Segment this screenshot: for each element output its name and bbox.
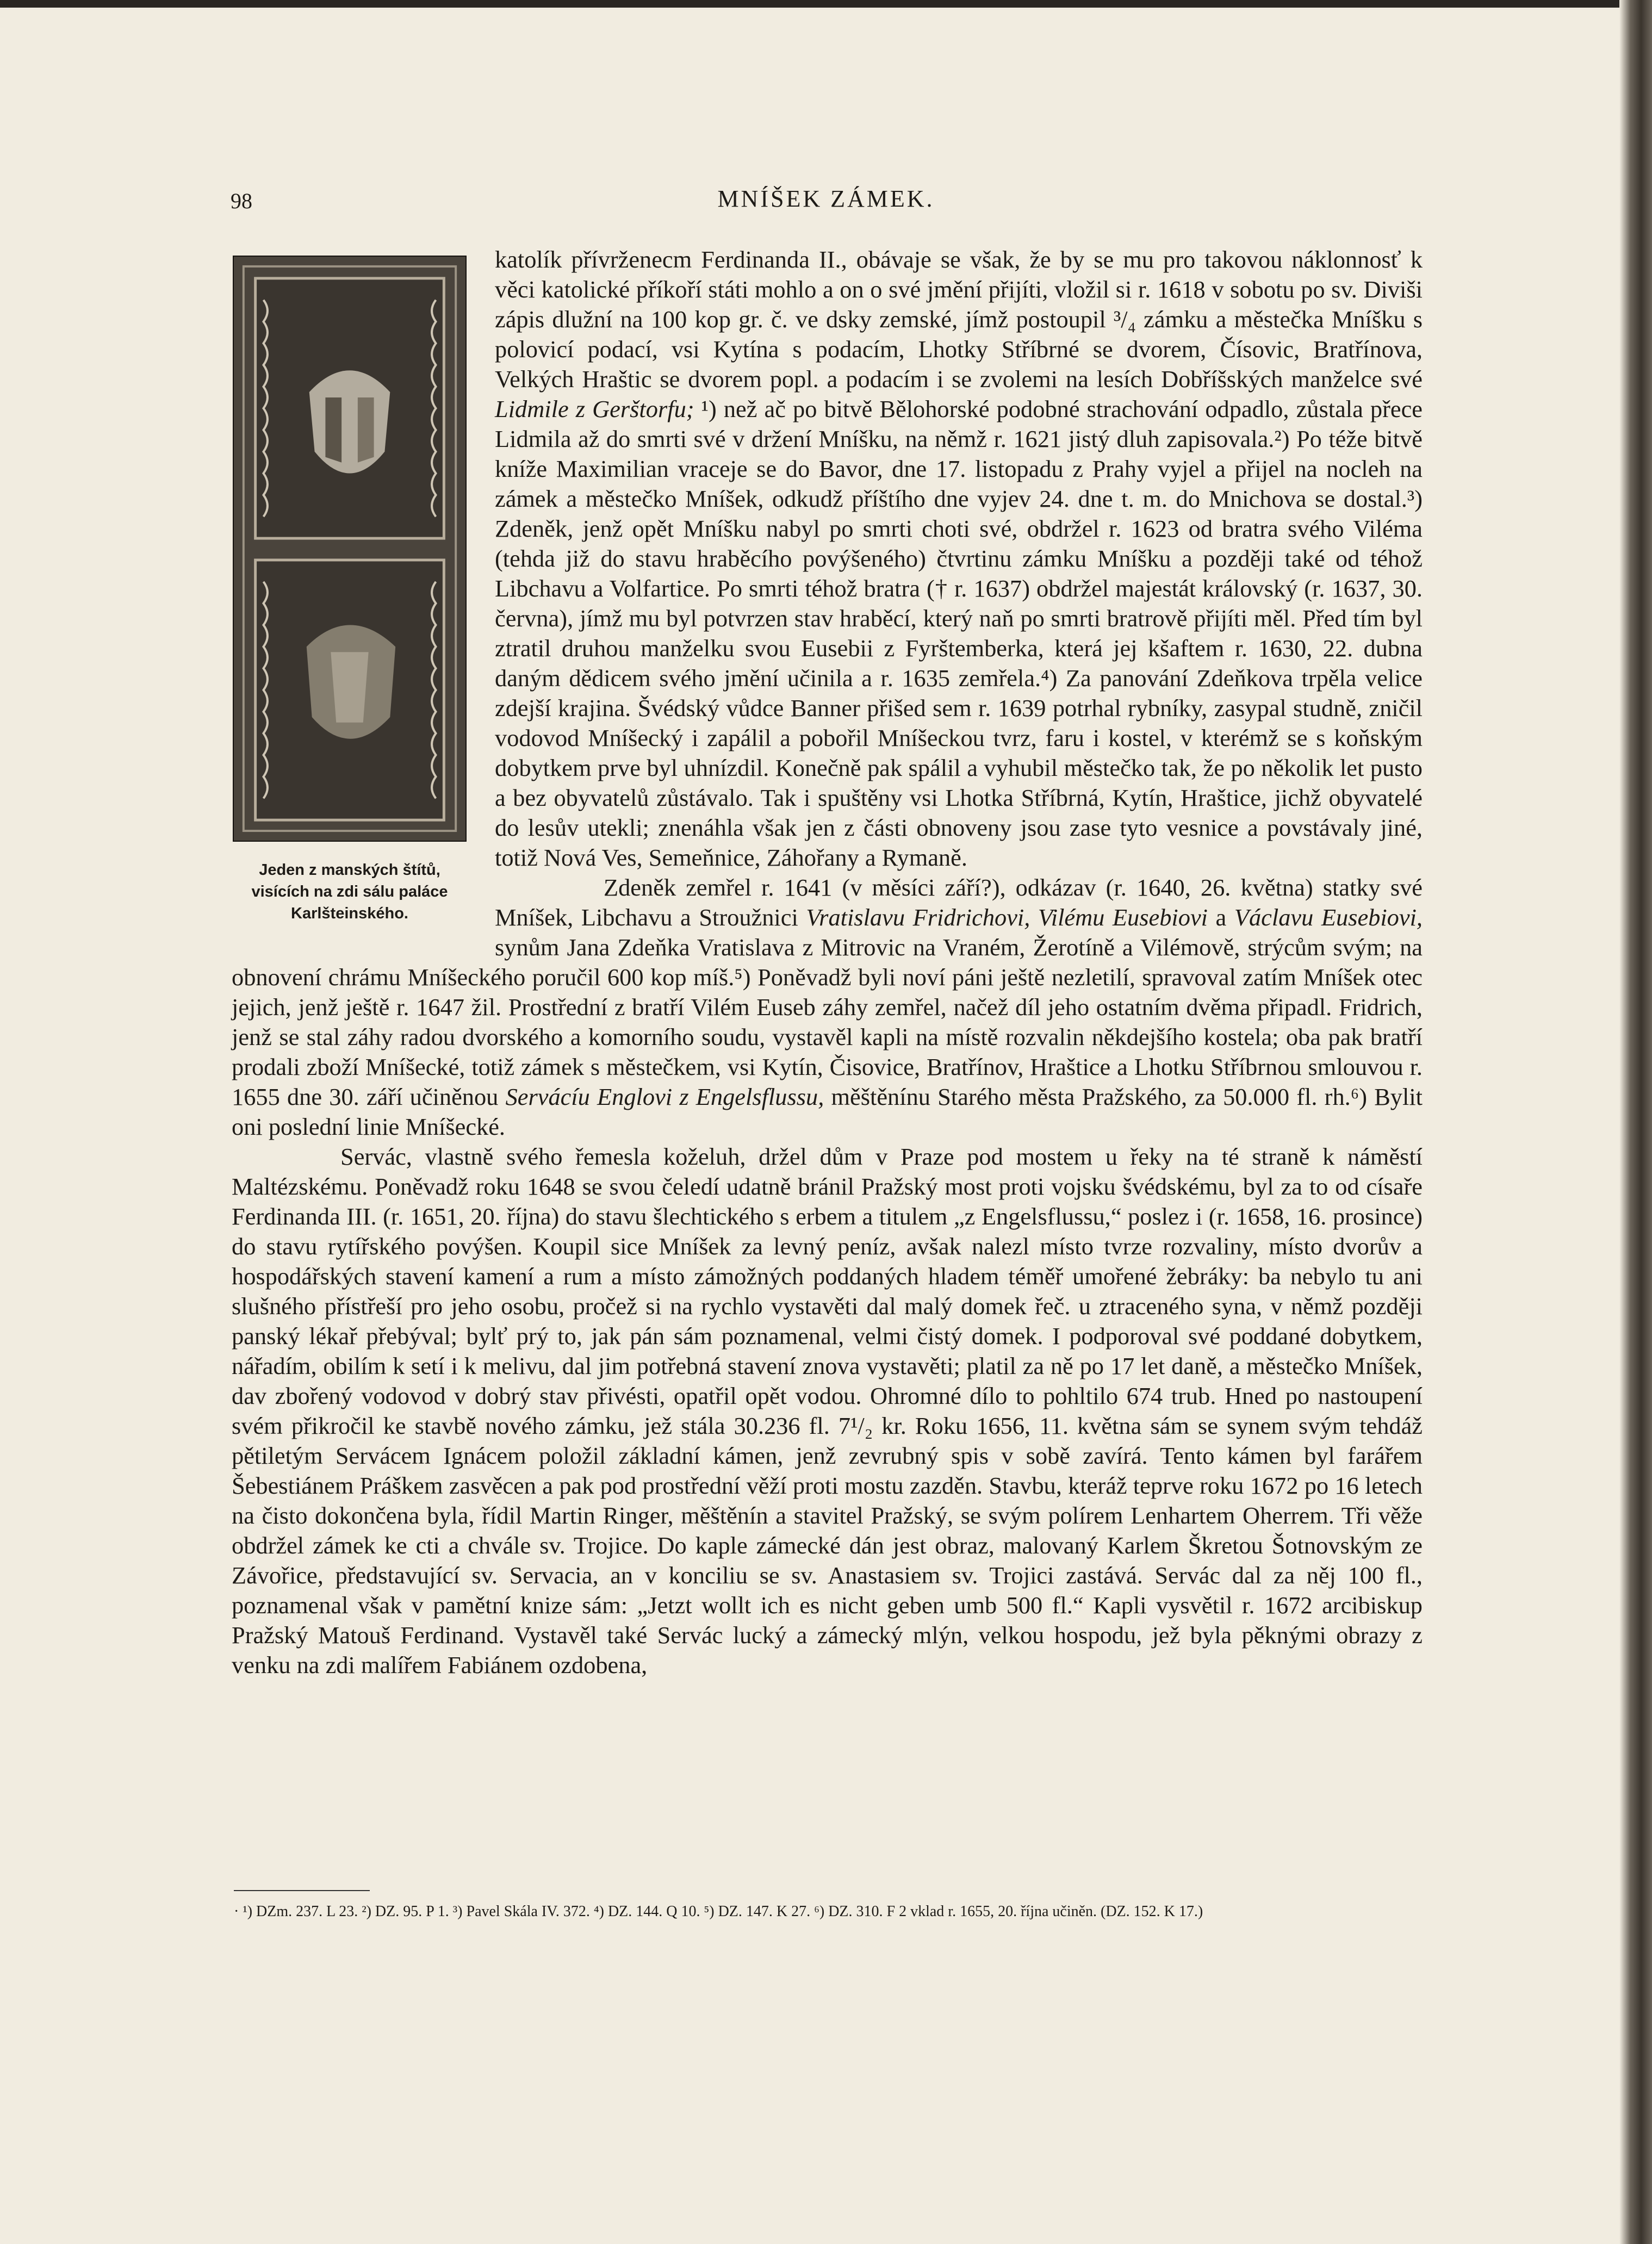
text-run: katolík přívrženecm Ferdinanda II., obávaje se však, že by se mu pro takovou náklonnosť k věci katolické příkoří státi mohlo a on o své jmění přijíti, vložil si r. 1618 v sobotu po sv. Diviši zápis dlužní na 100 kop gr. č. ve dsky zemské, jímž postoupil ³/₄ zámku a městečka Mníšku s polovicí podací, vsi Kytína s podacím, Lhotky Stříbrné se dvorem, Čísovic, Bratřínova, Velkých Hraštic se dvorem popl. a podacím i se zvolemi na lesích Dobříšských manželce své	[495, 246, 1423, 393]
scan-top-edge	[0, 0, 1652, 8]
running-title: MNÍŠEK ZÁMEK.	[717, 185, 935, 212]
figure-caption: Jeden z manských štítů, visících na zdi sálu paláce Karlšteinského.	[251, 861, 448, 922]
person-name: Václavu Eusebiovi,	[1234, 904, 1423, 931]
text-run: Zdeněk zemřel r. 1641 (v měsíci září?), odkázav (r. 1640, 26. května) statky své Mníšek, Libchavu a Stroužnici	[495, 874, 1423, 931]
text-run: a	[1207, 904, 1234, 931]
figure-spacer	[232, 245, 495, 961]
person-name: Vratislavu Fridrichovi, Vilému Eusebiovi	[806, 904, 1208, 931]
page-number: 98	[231, 189, 252, 213]
main-text	[232, 245, 1423, 1680]
scan-book-edge	[1619, 0, 1652, 2244]
text-run: měštěnínu Starého města Pražského, za 50.000 fl. rh.⁶) Bylit oni poslední linie Mníšecké.	[232, 1083, 1423, 1140]
footnotes: · ¹) DZm. 237. L 23. ²) DZ. 95. P 1. ³) Pavel Skála IV. 372. ⁴) DZ. 144. Q 10. ⁵) DZ. 147. K 27. ⁶) DZ. 310. F 2 vklad r. 1655, 20. října učiněn. (DZ. 152. K 17.)	[234, 1903, 1203, 1920]
person-name: Lidmile z Gerštorfu;	[495, 395, 694, 422]
footnote-rule	[234, 1890, 370, 1891]
text-run: Servác, vlastně svého řemesla koželuh, držel dům v Praze pod mostem u řeky na té straně k náměstí Maltézskému. Poněvadž roku 1648 se svou čeledí udatně bránil Pražský most proti vojsku švédskému, byl za to od císaře Ferdinanda III. (r. 1651, 20. října) do stavu šlechtického s erbem a titulem „z Engelsflussu,“ poslez i (r. 1658, 16. prosince) do stavu rytířského povýšen. Koupil sice Mníšek za levný peníz, avšak nalezl místo tvrze rozvaliny, místo dvorův a hospodářských stavení kamení a rum a místo zámožných poddaných hladem téměř umořené žebráky: ba nebylo tu ani slušného přístřeší pro jeho osobu, pročež si na rychlo vystavěti dal malý domek řeč. u ztraceného syna, v němž později panský lékař přebýval; bylť prý to, jak pán sám poznamenal, velmi čistý domek. I podporoval své poddané dobytkem, nářadím, obilím k setí i k melivu, dal jim potřebná stavení znova vystavěti; platil za ně po 17 let daně, a městečko Mníšek, dav zbořený vodovod v dobrý stav přivésti, opatřil opět vodou. Ohromné dílo to pohltilo 674 trub. Hned po nastoupení svém přikročil ke stavbě nového zámku, jež stála 30.236 fl. 7¹/₂ kr. Roku 1656, 11. května sám se synem svým tehdáž pětiletým Servácem Ignácem položil základní kámen, jenž zevrubný spis v sobě zavírá. Tento kámen byl farářem Šebestiánem Práškem zasvěcen a pak pod prostřední věží proti mostu zazděn. Stavbu, kteráž teprve roku 1672 po 16 letech na čisto dokončena byla, řídil Martin Ringer, měštěnín a stavitel Pražský, se svým polírem Lenhartem Oherrem. Tři věže obdržel zámek ke cti a chvále sv. Trojice. Do kaple zámecké dán jest obraz, malovaný Karlem Škretou Šotnovským ze Závořice, představující sv. Servacia, an v konciliu se sv. Anastasiem sv. Trojici zastává. Servác dal za něj 100 fl., poznamenal však v pamětní knize sám: „Jetzt wollt ich es nicht geben umb 500 fl.“ Kapli vysvětil r. 1672 arcibiskup Pražský Matouš Ferdinand. Vystavěl také Servác lucký a zámecký mlýn, velkou hospodu, jež byla pěknými obrazy z venku na zdi malířem Fabiánem ozdobena,	[232, 1143, 1423, 1679]
paragraph-3	[232, 1142, 1423, 1680]
text-run: synům Jana Zdeňka Vratislava z Mitrovic na Vraném, Žerotíně a Vilémově, strýcům svým; na obnovení chrámu Mníšeckého poručil 600 kop míš.⁵) Poněvadž byli noví páni ještě nezletilí, spravoval zatím Mníšek otec jejich, jenž ještě r. 1647 žil. Prostřední z bratří Vilém Euseb záhy zemřel, načež díl jeho ostatním dvěma připadl. Fridrich, jenž se stal záhy radou dvorského a komorního soudu, vystavěl kapli na místě rozvalin někdejšího kostela; oba pak bratří prodali zboží Mníšecké, totiž zámek s městečkem, vsi Kytín, Čisovice, Bratřínov, Hraštice a Lhotku Stříbrnou smlouvou r. 1655 dne 30. září učiněnou	[232, 934, 1423, 1110]
text-run: ¹) než ač po bitvě Bělohorské podobné strachování odpadlo, zůstala přece Lidmila až do smrti své v držení Mníšku, na němž r. 1621 jistý dluh zapisovala.²) Po téže bitvě kníže Maximilian vraceje se do Bavor, dne 17. listopadu z Prahy vyjel a přijel na nocleh na zámek a městečko Mníšek, odkudž příštího dne vyjev 24. dne t. m. do Mnichova se dostal.³) Zdeněk, jenž opět Mníšku nabyl po smrti choti své, obdržel r. 1623 od bratra svého Viléma (tehda již do stavu hraběcího povýšeného) čtvrtinu zámku Mníšku a později také od téhož Libchavu a Volfartice. Po smrti téhož bratra († r. 1637) obdržel majestát královský (r. 1637, 30. června), jímž mu byl potvrzen stav hraběcí, který naň po smrti bratrově přijíti měl. Před tím byl ztratil druhou manželku svou Eusebii z Fyrštemberka, která jej kšaftem r. 1630, 22. dubna daným dědicem svého jmění učinila a r. 1635 zemřela.⁴) Za panování Zdeňkova trpěla velice zdejší krajina. Švédský vůdce Banner přišed sem r. 1639 potrhal rybníky, zasypal studně, zničil vodovod Mníšecký i zapálil a pobořil Mníšeckou tvrz, faru i kostel, v kterémž se s koňským dobytkem prve byl uhnízdil. Konečně pak spálil a vyhubil městečko tak, že po několik let pusto a bez obyvatelů zůstávalo. Tak i spuštěny vsi Lhotka Stříbrná, Kytín, Hraštice, jichž obyvatelé do lesův utekli; znenáhla však jen z části obnoveny jsou zase tyto vesnice a povstávaly jiné, totiž Nová Ves, Semeňnice, Záhořany a Rymaně.	[495, 395, 1423, 871]
person-name: Servácíu Englovi z Engelsflussu,	[505, 1083, 824, 1110]
